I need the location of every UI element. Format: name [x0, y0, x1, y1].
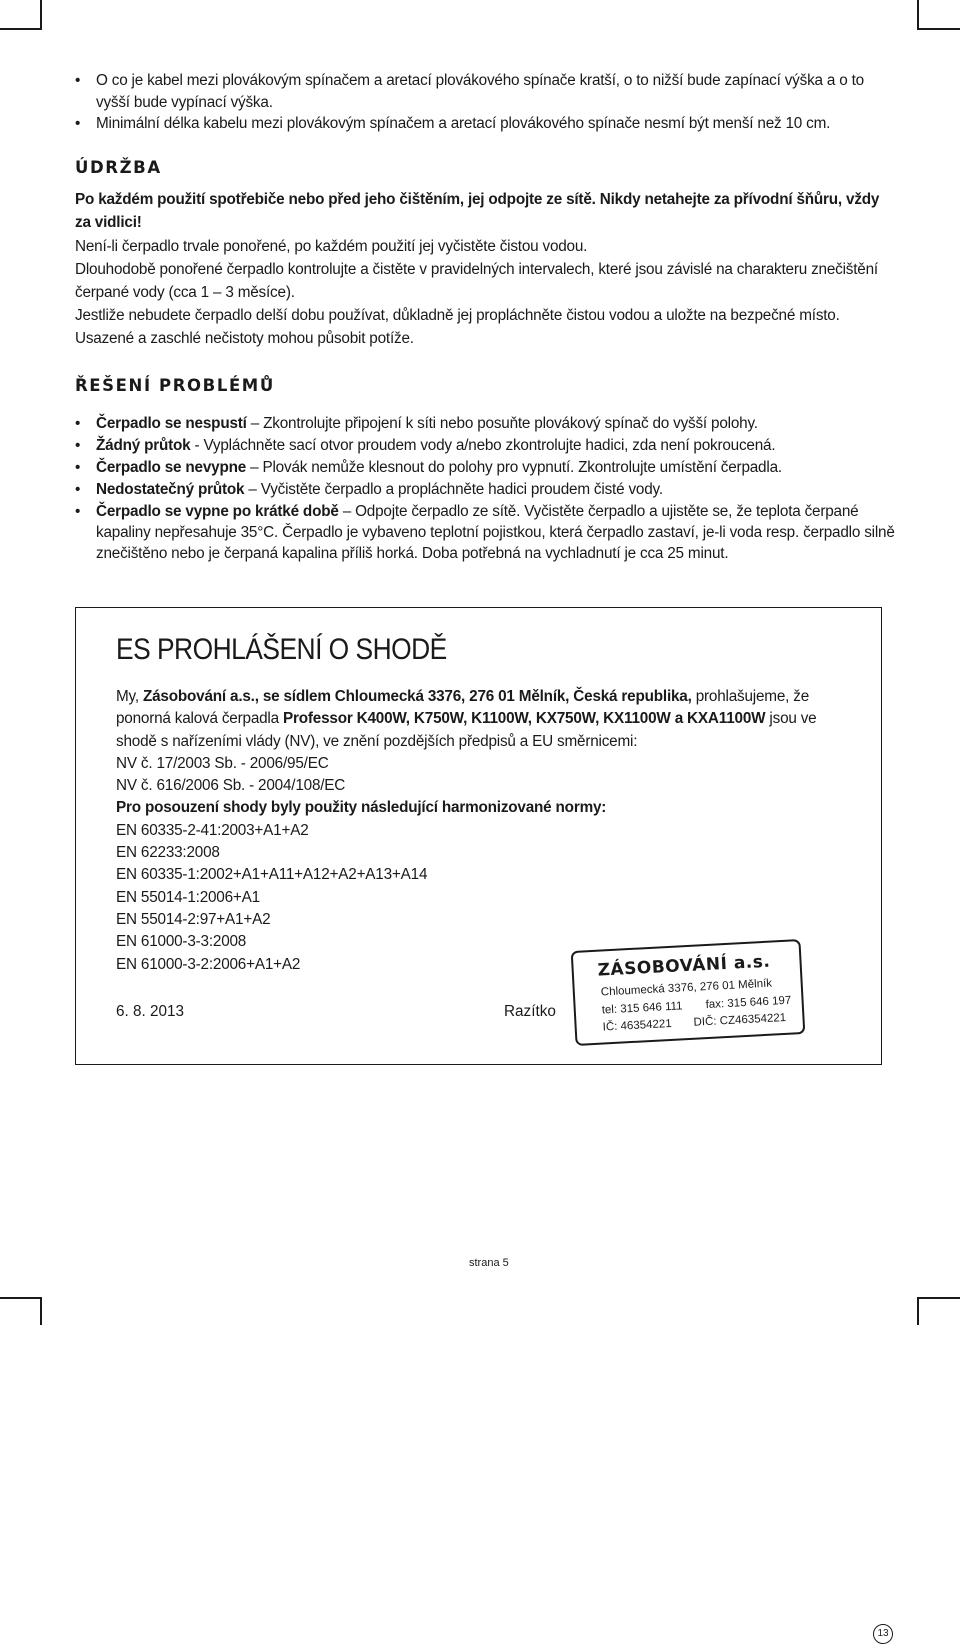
intro-mid: prohlašujeme, že ponorná kalová čerpadla [116, 688, 810, 728]
problem-name: Čerpadlo se nevypne [96, 458, 247, 476]
intro-prefix: My, [116, 688, 143, 705]
crop-mark-top-right [917, 0, 919, 30]
norm-line: EN 62233:2008 [116, 844, 220, 862]
regulation-line: NV č. 17/2003 Sb. - 2006/95/EC [116, 754, 329, 772]
norms-heading: Pro posouzení shody byly použity následující harmonizované normy: [116, 799, 607, 817]
udrzba-paragraph: Usazené a zaschlé nečistoty mohou působit potíže. [75, 329, 414, 347]
circled-number: 13 [873, 1624, 893, 1644]
declaration-title: ES PROHLÁŠENÍ O SHODĚ [116, 633, 447, 666]
intro-list [75, 70, 895, 135]
stamp-address: Chloumecká 3376, 276 01 Mělník [600, 977, 773, 999]
norm-line: EN 61000-3-2:2006+A1+A2 [116, 955, 301, 973]
norm-line: EN 60335-2-41:2003+A1+A2 [116, 821, 309, 839]
problem-name: Čerpadlo se nespustí [96, 414, 247, 432]
product-models: Professor K400W, K750W, K1100W, KX750W, KX1100W a KXA1100W [282, 710, 766, 728]
declaration-body [116, 686, 856, 976]
crop-mark-bottom-right [919, 1297, 960, 1299]
problem-solution: – Zkontrolujte připojení k síti nebo posuňte plovákový spínač do vyšší polohy. [246, 414, 758, 432]
intro-bullet: • O co je kabel mezi plovákovým spínačem a aretací plovákového spínače kratší, o to nižší bude zapínací výška a o to vyšší bude vypínací výška. [75, 70, 895, 113]
udrzba-paragraph: Není-li čerpadlo trvale ponořené, po každém použití jej vyčistěte čistou vodou. [75, 237, 588, 255]
problem-solution: – Odpojte čerpadlo ze sítě. Vyčistěte čerpadlo a ujistěte se, že teplota čerpané kapaliny nepřesahuje 35°C. Čerpadlo je vybaveno teplotní pojistkou, která čerpadlo zastaví, je-li voda resp. čerpadlo silně znečištěno nebo je čerpaná kapalina příliš horká. Doba potřebná na vychladnutí je cca 25 minut. [96, 503, 895, 563]
declaration-date: 6. 8. 2013 [116, 1003, 185, 1020]
norm-line: EN 61000-3-3:2008 [116, 933, 247, 951]
stamp-ic: IČ: 46354221 [602, 1017, 672, 1034]
crop-mark-bottom-left [40, 1297, 42, 1325]
regulation-line: NV č. 616/2006 Sb. - 2004/108/EC [116, 777, 346, 795]
crop-mark-top-left [40, 0, 42, 30]
problem-item [75, 435, 895, 456]
udrzba-paragraph: Jestliže nebudete čerpadlo delší dobu používat, důkladně jej propláchněte čistou vodou a uložte na bezpečné místo. [75, 306, 840, 324]
stamp-dic: DIČ: CZ46354221 [693, 1011, 787, 1029]
problem-name: Čerpadlo se vypne po krátké době [96, 503, 339, 521]
norm-line: EN 60335-1:2002+A1+A11+A12+A2+A13+A14 [116, 866, 428, 884]
problem-name: Nedostatečný průtok [96, 481, 245, 499]
crop-mark-bottom-right [917, 1297, 919, 1325]
problem-solution: – Plovák nemůže klesnout do polohy pro vypnutí. Zkontrolujte umístění čerpadla. [246, 458, 782, 476]
problem-name: Žádný průtok [96, 436, 191, 454]
problem-solution: – Vyčistěte čerpadlo a propláchněte hadici proudem čisté vody. [244, 481, 663, 499]
stamp-fax: fax: 315 646 197 [705, 994, 792, 1012]
udrzba-paragraph: Dlouhodobě ponořené čerpadlo kontrolujte a čistěte v pravidelných intervalech, které jsou závislé na charakteru znečištění čerpané vody (cca 1 – 3 měsíce). [75, 260, 878, 301]
page-footer: strana 5 [469, 1257, 509, 1269]
crop-mark-bottom-left [0, 1297, 40, 1299]
udrzba-warning: Po každém použití spotřebiče nebo před jeho čištěním, jej odpojte ze sítě. Nikdy netahejte za přívodní šňůru, vždy za vidlici! [75, 190, 880, 231]
stamp-tel: tel: 315 646 111 [601, 1000, 683, 1017]
intro-bullet: • Minimální délka kabelu mezi plovákovým spínačem a aretací plovákového spínače nesmí být menší než 10 cm. [75, 113, 895, 135]
problem-item [75, 479, 895, 500]
norm-line: EN 55014-2:97+A1+A2 [116, 910, 271, 928]
crop-mark-top-left [0, 28, 40, 30]
problem-item [75, 413, 895, 434]
problem-item [75, 501, 895, 564]
reseni-heading: ŘEŠENÍ PROBLÉMŮ [75, 375, 275, 395]
stamp-company-name: ZÁSOBOVÁNÍ a.s. [597, 951, 771, 981]
page-content [75, 70, 895, 565]
problem-solution: - Vypláchněte sací otvor proudem vody a/nebo zkontrolujte hadici, zda není pokroucená. [190, 436, 776, 454]
stamp-label: Razítko [504, 1003, 556, 1020]
problem-item [75, 457, 895, 478]
problem-list [75, 413, 895, 565]
norm-line: EN 55014-1:2006+A1 [116, 888, 260, 906]
company-stamp [571, 939, 806, 1046]
udrzba-heading: ÚDRŽBA [75, 157, 162, 177]
declaration-intro [116, 686, 856, 753]
intro-suffix: jsou ve shodě s nařízeními vlády (NV), ve znění pozdějších předpisů a EU směrnicemi: [116, 710, 817, 750]
crop-mark-top-right [919, 28, 960, 30]
company-name: Zásobování a.s., se sídlem Chloumecká 3376, 276 01 Mělník, Česká republika, [142, 688, 692, 705]
